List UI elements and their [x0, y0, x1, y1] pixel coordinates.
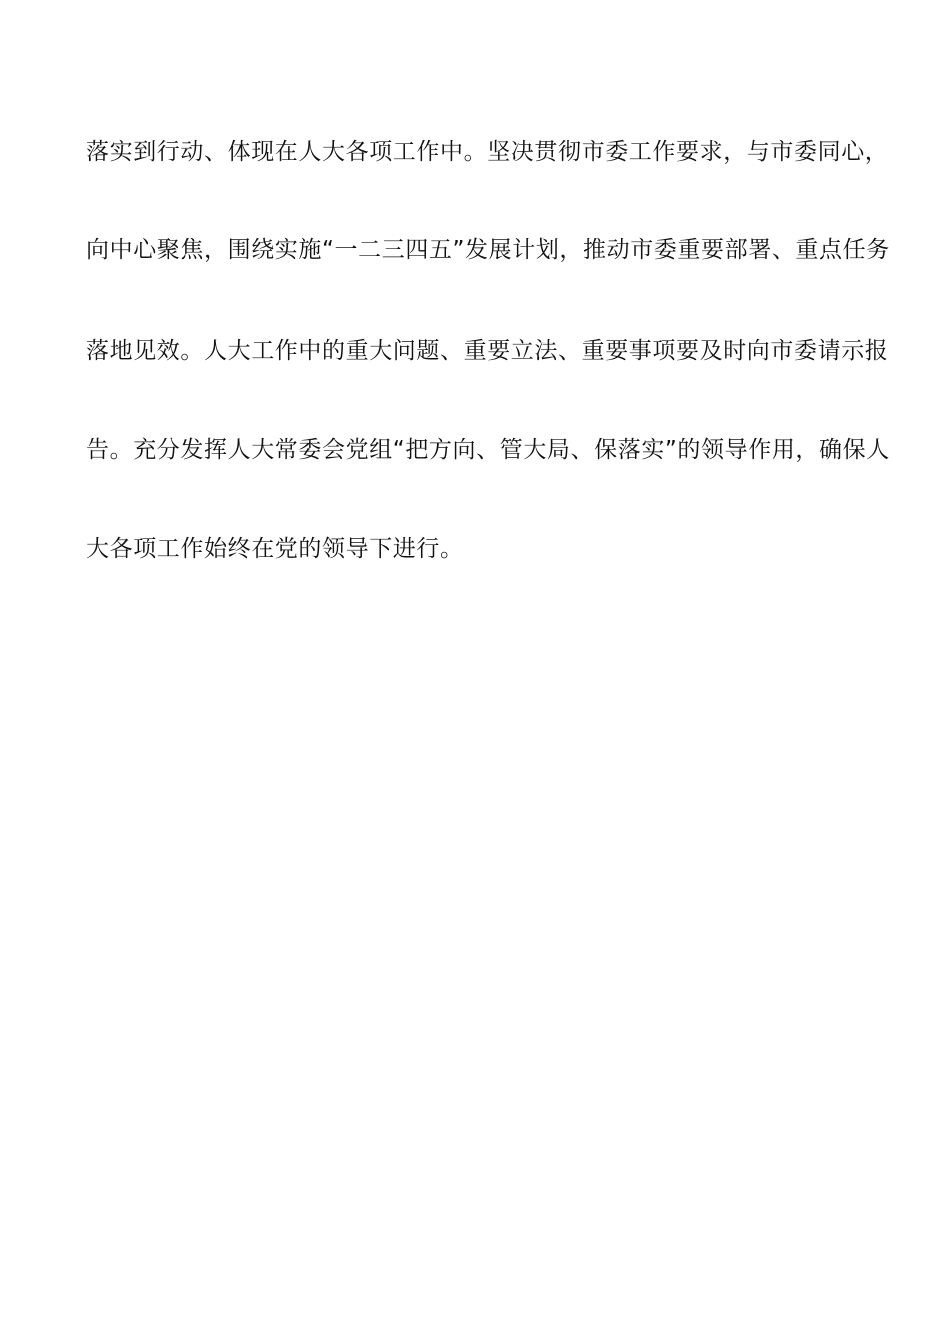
paragraph-line: 大各项工作始终在党的领导下进行。 — [86, 536, 464, 562]
paragraph-line: 告。充分发挥人大常委会党组“把方向、管大局、保落实”的领导作用，确保人 — [86, 437, 890, 463]
paragraph-line: 向中心聚焦，围绕实施“一二三四五”发展计划，推动市委重要部署、重点任务 — [86, 237, 890, 263]
paragraph-line: 落地见效。人大工作中的重大问题、重要立法、重要事项要及时向市委请示报 — [86, 338, 889, 364]
paragraph-line: 落实到行动、体现在人大各项工作中。坚决贯彻市委工作要求，与市委同心， — [86, 139, 889, 165]
